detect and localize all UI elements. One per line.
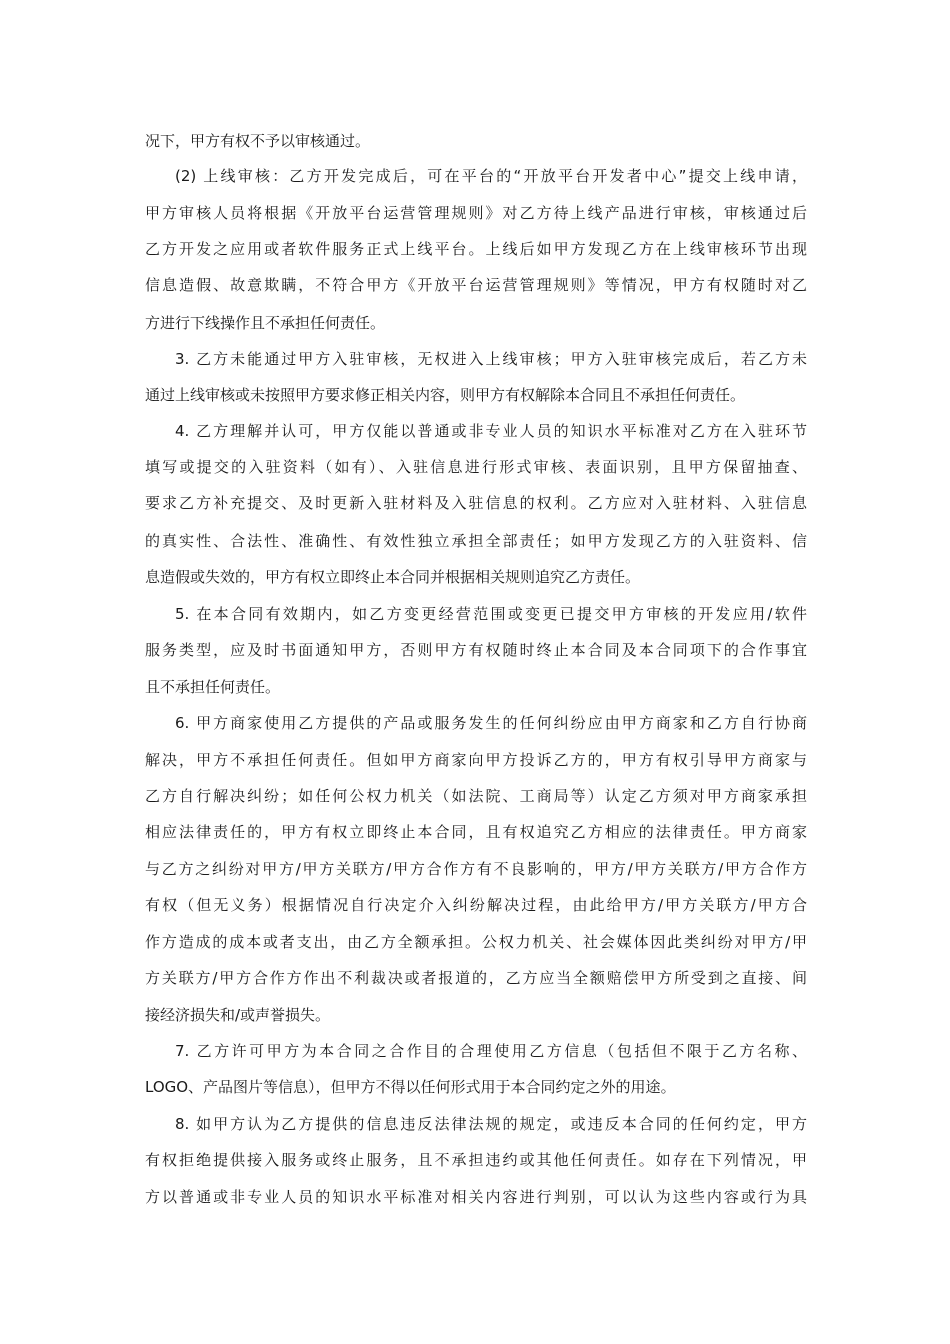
paragraph-line: 作方造成的成本或者支出，由乙方全额承担。公权力机关、社会媒体因此类纠纷对甲方/甲 bbox=[145, 933, 807, 951]
paragraph-line: 要求乙方补充提交、及时更新入驻材料及入驻信息的权利。乙方应对入驻材料、入驻信息 bbox=[145, 494, 807, 512]
paragraph-line: 8. 如甲方认为乙方提供的信息违反法律法规的规定，或违反本合同的任何约定，甲方 bbox=[175, 1115, 807, 1133]
paragraph-line: 且不承担任何责任。 bbox=[145, 678, 281, 696]
paragraph-line: 况下，甲方有权不予以审核通过。 bbox=[145, 132, 371, 150]
paragraph-line: 的真实性、合法性、准确性、有效性独立承担全部责任；如甲方发现乙方的入驻资料、信 bbox=[145, 532, 807, 550]
paragraph-line: 接经济损失和/或声誉损失。 bbox=[145, 1006, 331, 1024]
paragraph-line: LOGO、产品图片等信息），但甲方不得以任何形式用于本合同约定之外的用途。 bbox=[145, 1078, 676, 1096]
paragraph-line: 有权（但无义务）根据情况自行决定介入纠纷解决过程，由此给甲方/甲方关联方/甲方合 bbox=[145, 896, 807, 914]
paragraph-line: 相应法律责任的，甲方有权立即终止本合同，且有权追究乙方相应的法律责任。甲方商家 bbox=[145, 823, 807, 841]
paragraph-line: 乙方自行解决纠纷；如任何公权力机关（如法院、工商局等）认定乙方须对甲方商家承担 bbox=[145, 787, 807, 805]
paragraph-line: 有权拒绝提供接入服务或终止服务，且不承担违约或其他任何责任。如存在下列情况，甲 bbox=[145, 1151, 807, 1169]
paragraph-line: (2) 上线审核：乙方开发完成后，可在平台的“开放平台开发者中心”提交上线申请， bbox=[175, 167, 807, 185]
paragraph-line: 5. 在本合同有效期内，如乙方变更经营范围或变更已提交甲方审核的开发应用/软件 bbox=[175, 605, 807, 623]
paragraph-line: 4. 乙方理解并认可，甲方仅能以普通或非专业人员的知识水平标准对乙方在入驻环节 bbox=[175, 422, 807, 440]
paragraph-line: 解决，甲方不承担任何责任。但如甲方商家向甲方投诉乙方的，甲方有权引导甲方商家与 bbox=[145, 751, 807, 769]
paragraph-line: 6. 甲方商家使用乙方提供的产品或服务发生的任何纠纷应由甲方商家和乙方自行协商 bbox=[175, 714, 807, 732]
paragraph-line: 7. 乙方许可甲方为本合同之合作目的合理使用乙方信息（包括但不限于乙方名称、 bbox=[175, 1042, 807, 1060]
paragraph-line: 方关联方/甲方合作方作出不利裁决或者报道的，乙方应当全额赔偿甲方所受到之直接、间 bbox=[145, 969, 807, 987]
paragraph-line: 方进行下线操作且不承担任何责任。 bbox=[145, 314, 386, 332]
paragraph-line: 3. 乙方未能通过甲方入驻审核，无权进入上线审核；甲方入驻审核完成后，若乙方未 bbox=[175, 350, 807, 368]
paragraph-line: 通过上线审核或未按照甲方要求修正相关内容，则甲方有权解除本合同且不承担任何责任。 bbox=[145, 386, 746, 404]
paragraph-line: 息造假或失效的，甲方有权立即终止本合同并根据相关规则追究乙方责任。 bbox=[145, 568, 641, 586]
paragraph-line: 信息造假、故意欺瞒，不符合甲方《开放平台运营管理规则》等情况，甲方有权随时对乙 bbox=[145, 276, 807, 294]
paragraph-line: 与乙方之纠纷对甲方/甲方关联方/甲方合作方有不良影响的，甲方/甲方关联方/甲方合作方 bbox=[145, 860, 807, 878]
paragraph-line: 方以普通或非专业人员的知识水平标准对相关内容进行判别，可以认为这些内容或行为具 bbox=[145, 1188, 807, 1206]
paragraph-line: 乙方开发之应用或者软件服务正式上线平台。上线后如甲方发现乙方在上线审核环节出现 bbox=[145, 240, 807, 258]
paragraph-line: 甲方审核人员将根据《开放平台运营管理规则》对乙方待上线产品进行审核，审核通过后 bbox=[145, 204, 807, 222]
paragraph-line: 服务类型，应及时书面通知甲方，否则甲方有权随时终止本合同及本合同项下的合作事宜 bbox=[145, 641, 807, 659]
paragraph-line: 填写或提交的入驻资料（如有）、入驻信息进行形式审核、表面识别，且甲方保留抽查、 bbox=[145, 458, 807, 476]
